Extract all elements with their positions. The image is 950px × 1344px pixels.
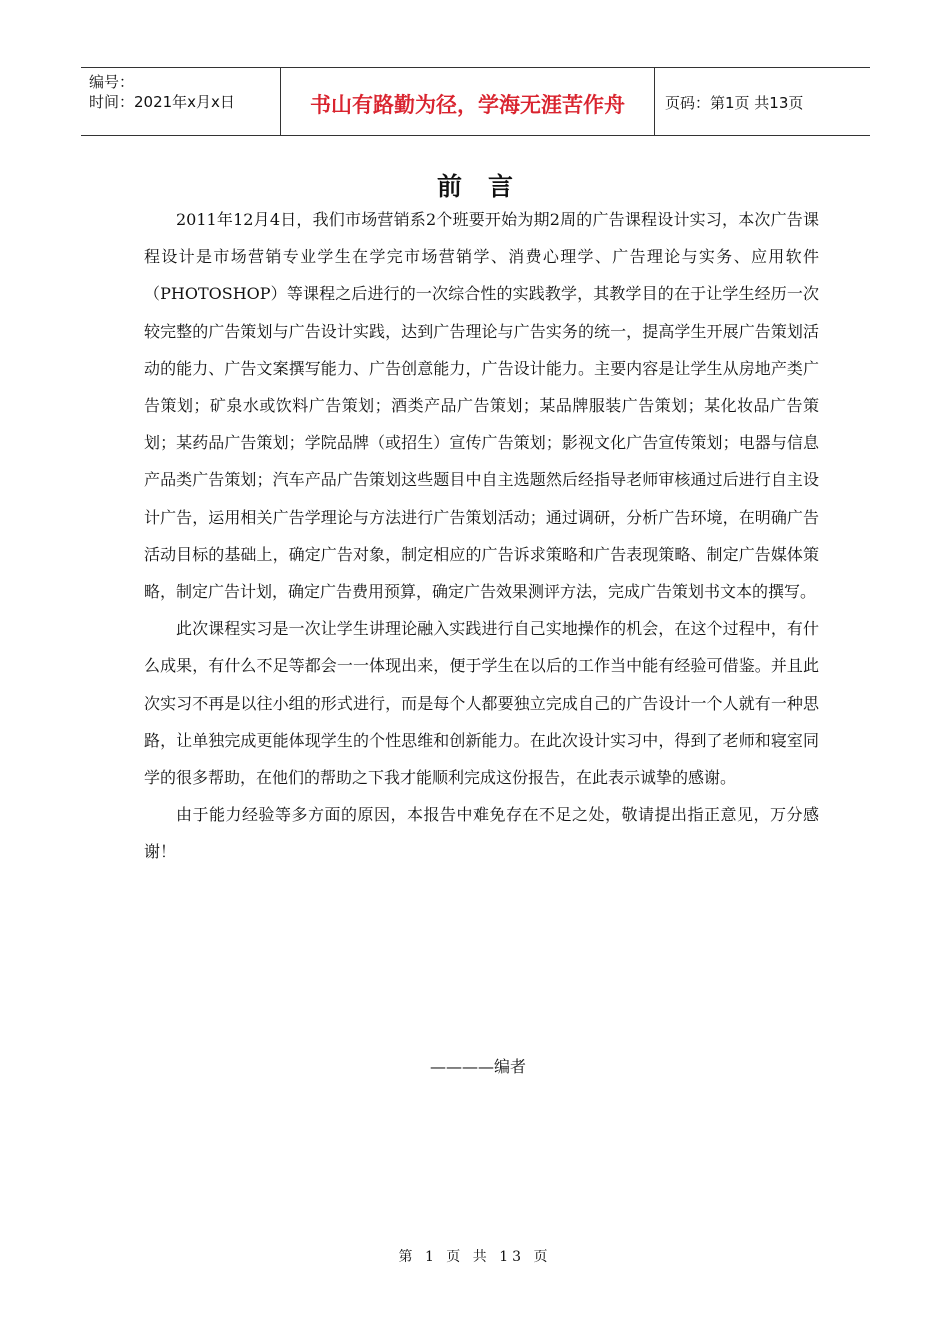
paragraph-3: 由于能力经验等多方面的原因，本报告中难免存在不足之处，敬请提出指正意见，万分感谢！ [144, 805, 819, 862]
page-header [81, 67, 870, 136]
paragraph-1: 2011年12月4日，我们市场营销系2个班要开始为期2周的广告课程设计实习，本次广告课程设计是市场营销专业学生在学完市场营销学、消费心理学、广告理论与实务、应用软件（PHOTOSHOP）等课程之后进行的一次综合性的实践教学，其教学目的在于让学生经历一次较完整的广告策划与广告设计实践，达到广告理论与广告实务的统一，提高学生开展广告策划活动的能力、广告文案撰写能力、广告创意能力，广告设计能力。主要内容是让学生从房地产类广告策划；矿泉水或饮料广告策划；酒类产品广告策划；某品牌服装广告策划；某化妆品广告策划；某药品广告策划；学院品牌（或招生）宣传广告策划；影视文化广告宣传策划；电器与信息产品类广告策划；汽车产品广告策划这些题目中自主选题然后经指导老师审核通过后进行自主设计广告，运用相关广告学理论与方法进行广告策划活动；通过调研，分析广告环境，在明确广告活动目标的基础上，确定广告对象，制定相应的广告诉求策略和广告表现策略、制定广告媒体策略，制定广告计划，确定广告费用预算，确定广告效果测评方法，完成广告策划书文本的撰写。 [144, 210, 819, 602]
paragraph-2: 此次课程实习是一次让学生讲理论融入实践进行自己实地操作的机会，在这个过程中，有什么成果，有什么不足等都会一一体现出来，便于学生在以后的工作当中能有经验可借鉴。并且此次实习不再是以往小组的形式进行，而是每个人都要独立完成自己的广告设计一个人就有一种思路，让单独完成更能体现学生的个性思维和创新能力。在此次设计实习中，得到了老师和寝室同学的很多帮助，在他们的帮助之下我才能顺利完成这份报告，在此表示诚挚的感谢。 [144, 619, 819, 788]
time-label: 时间：2021年x月x日 [89, 93, 235, 111]
header-meta [81, 68, 281, 135]
signature: ————编者 [430, 1057, 527, 1076]
page-footer: 第 1 页 共 13 页 [398, 1249, 552, 1265]
header-motto: 书山有路勤为径，学海无涯苦作舟 [281, 68, 655, 135]
header-page-info: 页码：第1页 共13页 [665, 94, 804, 112]
page-title: 前言 [436, 172, 539, 201]
body-text [144, 201, 819, 871]
number-label: 编号： [89, 73, 135, 91]
